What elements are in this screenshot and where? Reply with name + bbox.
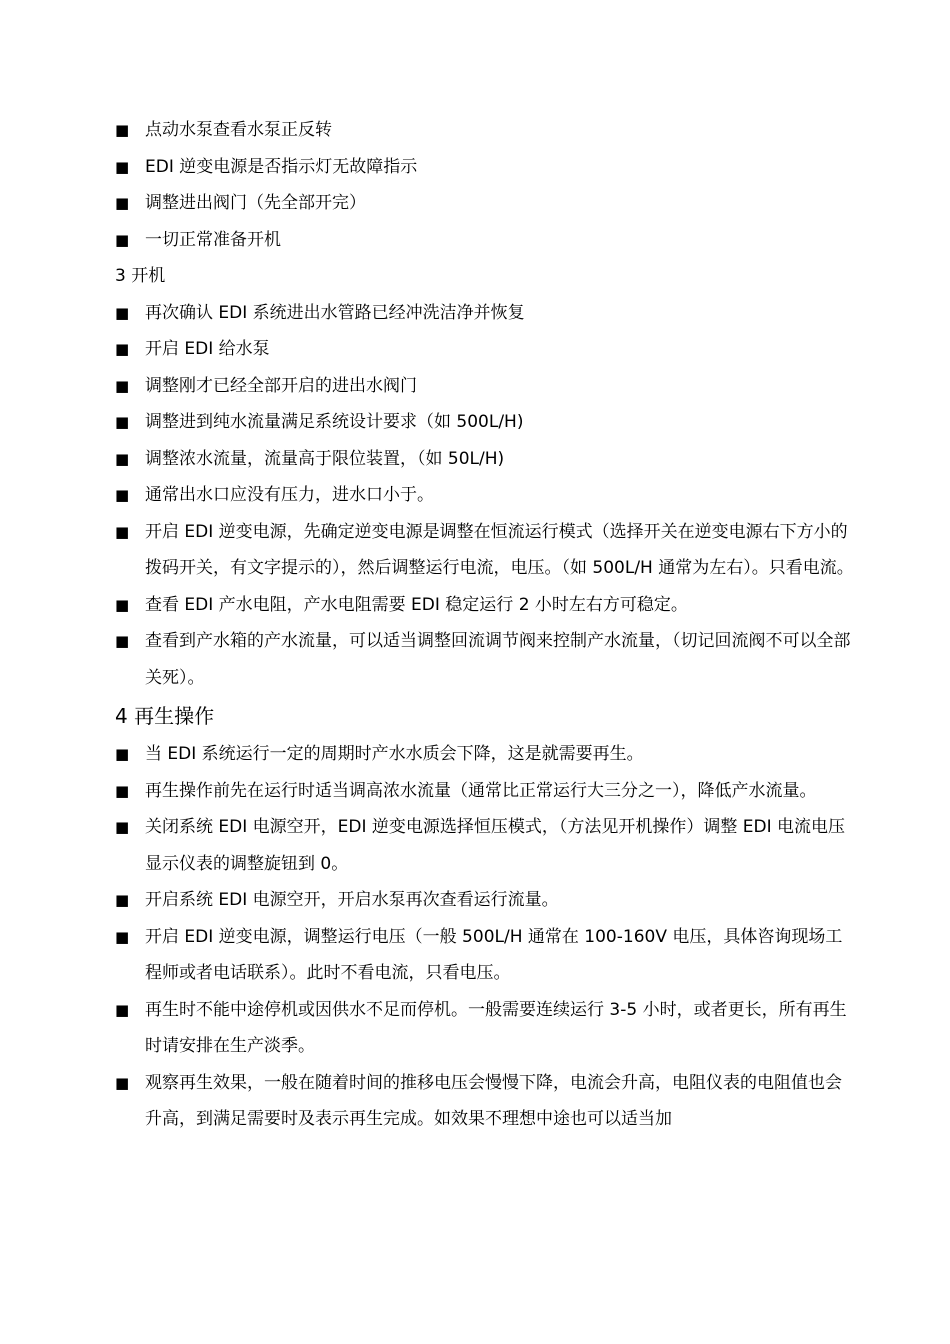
list-item-text: 再生时不能中途停机或因供水不足而停机。一般需要连续运行 3-5 小时，或者更长，所有再生时请安排在生产淡季。 bbox=[145, 999, 847, 1056]
section-heading-startup: 3 开机 bbox=[115, 266, 166, 286]
section-heading-regeneration: 4 再生操作 bbox=[115, 704, 215, 728]
list-item bbox=[115, 736, 855, 773]
bullet-icon: ■ bbox=[115, 449, 130, 468]
list-item-text: 查看到产水箱的产水流量，可以适当调整回流调节阀来控制产水流量，（切记回流阀不可以全部关死）。 bbox=[145, 631, 851, 688]
bullet-icon: ■ bbox=[115, 1000, 130, 1019]
bullet-icon: ■ bbox=[115, 522, 130, 541]
bullet-icon: ■ bbox=[115, 632, 130, 650]
bullet-icon: ■ bbox=[115, 781, 130, 800]
bullet-icon: ■ bbox=[115, 745, 130, 763]
list-item-text: 关闭系统 EDI 电源空开，EDI 逆变电源选择恒压模式，（方法见开机操作）调整 EDI 电流电压显示仪表的调整旋钮到 0。 bbox=[145, 817, 846, 874]
list-item bbox=[115, 809, 855, 882]
bullet-icon: ■ bbox=[115, 413, 130, 431]
list-item-text: 观察再生效果，一般在随着时间的推移电压会慢慢下降，电流会升高，电阻仪表的电阻值也会升高，到满足需要时及表示再生完成。如效果不理想中途也可以适当加 bbox=[145, 1072, 842, 1129]
list-item bbox=[115, 514, 855, 587]
bullet-icon: ■ bbox=[115, 927, 130, 946]
list-item bbox=[115, 623, 855, 696]
list-item bbox=[115, 112, 855, 149]
list-item-text: 再次确认 EDI 系统进出水管路已经冲洗洁净并恢复 bbox=[145, 302, 525, 323]
list-item bbox=[115, 149, 855, 186]
list-item bbox=[115, 773, 855, 810]
list-item-text: 开启系统 EDI 电源空开，开启水泵再次查看运行流量。 bbox=[145, 890, 559, 910]
list-item-text: 点动水泵查看水泵正反转 bbox=[145, 120, 332, 140]
list-item bbox=[115, 992, 855, 1065]
list-item-text: 调整刚才已经全部开启的进出水阀门 bbox=[145, 375, 417, 396]
list-item bbox=[115, 185, 855, 222]
list-item-text: 调整进到纯水流量满足系统设计要求（如 500L/H) bbox=[145, 412, 524, 432]
list-item bbox=[115, 587, 855, 624]
bullet-icon: ■ bbox=[115, 340, 130, 358]
bullet-icon: ■ bbox=[115, 595, 130, 614]
bullet-icon: ■ bbox=[115, 303, 130, 322]
list-item-text: 调整进出阀门（先全部开完） bbox=[145, 193, 366, 213]
document-content bbox=[115, 112, 855, 1138]
bullet-icon: ■ bbox=[115, 1073, 130, 1092]
list-item bbox=[115, 222, 855, 259]
bullet-icon: ■ bbox=[115, 194, 130, 212]
list-item bbox=[115, 1065, 855, 1138]
list-item-text: 查看 EDI 产水电阻，产水电阻需要 EDI 稳定运行 2 小时左右方可稳定。 bbox=[145, 594, 688, 615]
list-item bbox=[115, 295, 855, 332]
bullet-icon: ■ bbox=[115, 230, 130, 249]
bullet-icon: ■ bbox=[115, 376, 130, 395]
list-item bbox=[115, 882, 855, 919]
list-item-text: 再生操作前先在运行时适当调高浓水流量（通常比正常运行大三分之一），降低产水流量。 bbox=[145, 780, 817, 801]
list-item-text: EDI 逆变电源是否指示灯无故障指示 bbox=[145, 156, 418, 177]
bullet-icon: ■ bbox=[115, 891, 130, 909]
list-item bbox=[115, 331, 855, 368]
list-item bbox=[115, 477, 855, 514]
list-item-text: 开启 EDI 逆变电源，调整运行电压（一般 500L/H 通常在 100-160V 电压，具体咨询现场工程师或者电话联系）。此时不看电流，只看电压。 bbox=[145, 926, 843, 983]
list-item-text: 开启 EDI 给水泵 bbox=[145, 339, 270, 359]
bullet-icon: ■ bbox=[115, 818, 130, 836]
list-item-text: 通常出水口应没有压力，进水口小于。 bbox=[145, 485, 434, 505]
list-item bbox=[115, 441, 855, 478]
list-item bbox=[115, 919, 855, 992]
list-item-text: 开启 EDI 逆变电源，先确定逆变电源是调整在恒流运行模式（选择开关在逆变电源右下方小的拨码开关，有文字提示的），然后调整运行电流，电压。（如 500L/H 通常为左右）。只看电流。 bbox=[145, 521, 854, 578]
list-item-text: 当 EDI 系统运行一定的周期时产水水质会下降，这是就需要再生。 bbox=[145, 744, 644, 764]
list-item-text: 调整浓水流量，流量高于限位装置，（如 50L/H) bbox=[145, 448, 505, 469]
bullet-icon: ■ bbox=[115, 157, 130, 176]
list-item-text: 一切正常准备开机 bbox=[145, 229, 281, 250]
bullet-icon: ■ bbox=[115, 486, 130, 504]
list-item bbox=[115, 404, 855, 441]
list-item bbox=[115, 368, 855, 405]
bullet-icon: ■ bbox=[115, 121, 130, 139]
